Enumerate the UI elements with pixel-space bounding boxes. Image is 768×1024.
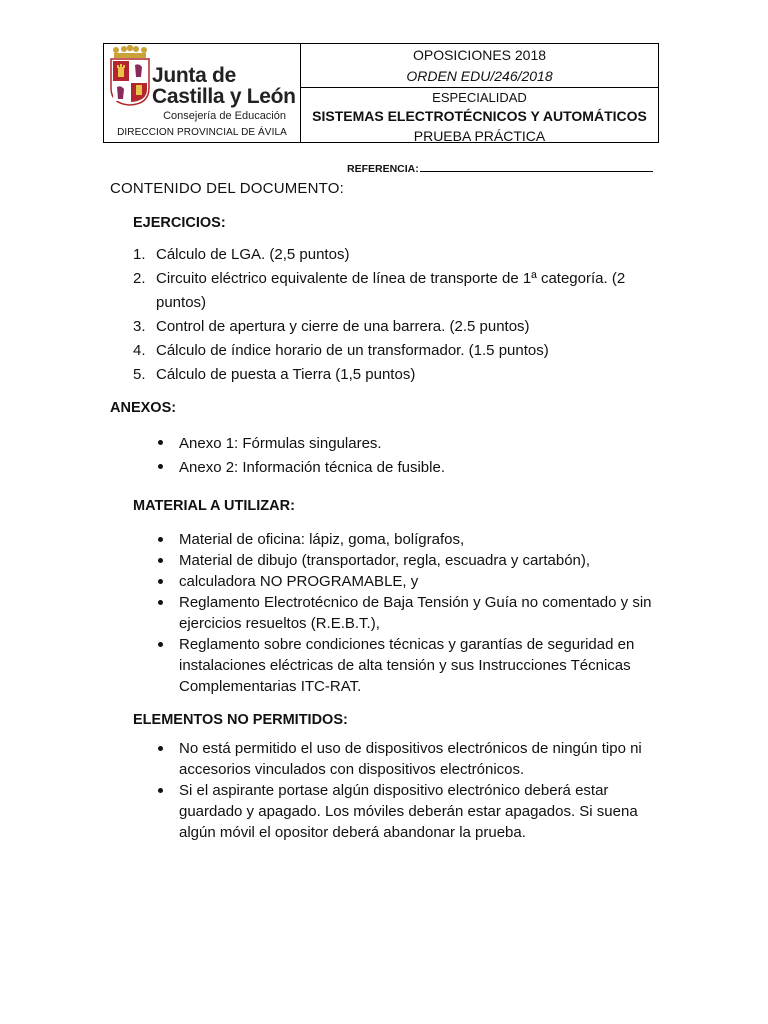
list-item: Reglamento Electrotécnico de Baja Tensión y Guía no comentado y sin ejercicios resueltos (R.E.B.T.), [110, 592, 670, 634]
contenido-title: CONTENIDO DEL DOCUMENTO: [110, 180, 344, 197]
item-number: 5. [133, 366, 146, 383]
item-text: Cálculo de puesta a Tierra (1,5 puntos) [156, 366, 416, 383]
list-item [110, 267, 670, 315]
header-info-cell [301, 44, 658, 142]
list-item [110, 315, 670, 339]
anexos-title: ANEXOS: [110, 400, 177, 416]
list-item [110, 243, 670, 267]
item-text: Control de apertura y cierre de una barrera. (2.5 puntos) [156, 318, 530, 335]
item-text: Cálculo de LGA. (2,5 puntos) [156, 246, 350, 263]
consejeria-label: Consejería de Educación [163, 110, 286, 122]
orden-label: ORDEN EDU/246/2018 [406, 68, 553, 84]
no-permitidos-list [110, 738, 670, 843]
list-item: Reglamento sobre condiciones técnicas y garantías de seguridad en instalaciones eléctricas de alta tensión y sus Instrucciones Técnicas Complementarias ITC-RAT. [110, 634, 670, 697]
document-header [103, 43, 659, 143]
oposiciones-label: OPOSICIONES 2018 [412, 47, 547, 63]
org-name-line2: Castilla y León [152, 85, 296, 108]
list-item [110, 363, 670, 387]
item-number: 4. [133, 342, 146, 359]
org-name [152, 65, 296, 107]
item-text: Circuito eléctrico equivalente de línea de transporte de 1ª categoría. (2 puntos) [156, 270, 626, 311]
list-item: Material de oficina: lápiz, goma, bolígrafos, [110, 529, 670, 550]
item-number: 1. [133, 246, 146, 263]
prueba-label: PRUEBA PRÁCTICA [413, 128, 546, 144]
direccion-label: DIRECCION PROVINCIAL DE ÁVILA [117, 127, 287, 138]
especialidad-label: ESPECIALIDAD [432, 90, 527, 105]
list-item: Si el aspirante portase algún dispositivo electrónico deberá estar guardado y apagado. Los móviles deberán estar apagados. Si suena algún móvil el opositor deberá abandonar la prueba. [110, 780, 670, 843]
list-item [110, 339, 670, 363]
crown-icon [112, 45, 148, 59]
header-info-top [301, 44, 658, 88]
list-item: No está permitido el uso de dispositivos electrónicos de ningún tipo ni accesorios vinculados con dispositivos electrónicos. [110, 738, 670, 780]
especialidad-value: SISTEMAS ELECTROTÉCNICOS Y AUTOMÁTICOS [312, 108, 647, 124]
list-item: Material de dibujo (transportador, regla, escuadra y cartabón), [110, 550, 670, 571]
referencia-blank-line [420, 161, 653, 172]
no-permitidos-title: ELEMENTOS NO PERMITIDOS: [133, 712, 348, 728]
header-info-bottom [301, 88, 658, 147]
item-number: 2. [133, 270, 146, 287]
material-title: MATERIAL A UTILIZAR: [133, 498, 295, 514]
referencia-field [347, 161, 653, 175]
ejercicios-list [110, 243, 670, 387]
logo-cell [104, 44, 301, 142]
material-list [110, 529, 670, 697]
item-number: 3. [133, 318, 146, 335]
list-item: Anexo 2: Información técnica de fusible. [110, 456, 670, 480]
list-item: Anexo 1: Fórmulas singulares. [110, 432, 670, 456]
coat-of-arms-icon [110, 58, 150, 106]
item-text: Cálculo de índice horario de un transformador. (1.5 puntos) [156, 342, 549, 359]
document-body [110, 178, 670, 843]
ejercicios-title: EJERCICIOS: [133, 215, 226, 231]
referencia-label: REFERENCIA: [347, 163, 419, 175]
org-name-line1: Junta de [152, 64, 236, 87]
list-item: calculadora NO PROGRAMABLE, y [110, 571, 670, 592]
anexos-list [110, 432, 670, 480]
